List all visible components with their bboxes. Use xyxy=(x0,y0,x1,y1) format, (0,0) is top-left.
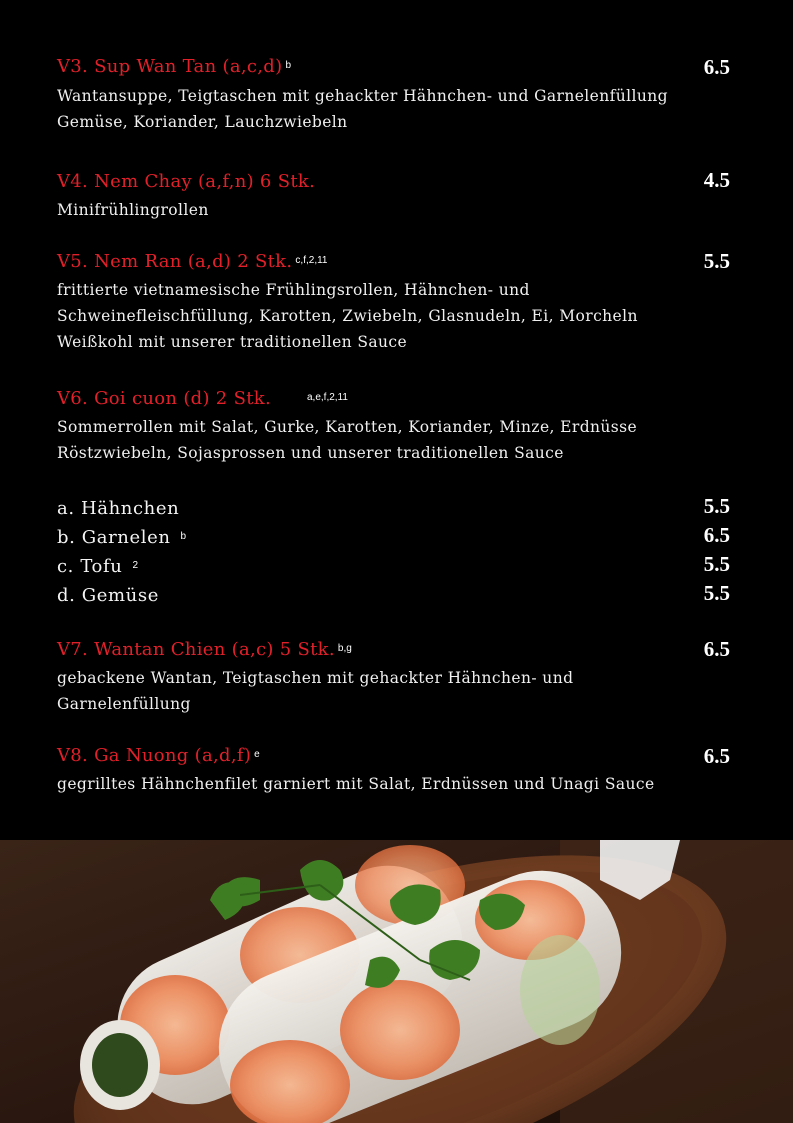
menu-item-v6-description: Sommerrollen mit Salat, Gurke, Karotten, Koriander, Minze, Erdnüsse Röstzwiebeln, Sojasprossen und unserer traditionellen Sauce xyxy=(57,418,638,462)
allergen-note: b xyxy=(180,531,187,542)
menu-item-v4-title: V4. Nem Chay (a,f,n) 6 Stk. xyxy=(57,171,316,192)
menu-item-v5-price: 5.5 xyxy=(703,249,730,273)
allergen-note: 2 xyxy=(132,560,138,571)
menu-option-haehnchen-price: 5.5 xyxy=(703,494,730,518)
menu-item-v5-title: V5. Nem Ran (a,d) 2 Stk. $^{c,f,2,11}$ xyxy=(57,251,328,272)
allergen-note: b,g xyxy=(337,643,352,654)
menu-item-v7-title: V7. Wantan Chien (a,c) 5 Stk. $^{b,g}$ xyxy=(57,639,352,660)
menu-option-tofu-price: 5.5 xyxy=(703,552,730,576)
menu-item-v3-price: 6.5 xyxy=(703,55,730,79)
menu-item-v4-price: 4.5 xyxy=(703,168,730,192)
menu-item-v7-price: 6.5 xyxy=(703,637,730,661)
menu-item-v3-title: V3. Sup Wan Tan (a,c,d) $^b$ xyxy=(57,56,291,77)
summer-rolls-photo xyxy=(0,840,793,1123)
menu-item-v8-price: 6.5 xyxy=(703,744,730,768)
menu-item-v6-title: V6. Goi cuon (d) 2 Stk. $^{a,e,f,2,11}$ xyxy=(57,388,348,409)
menu-option-tofu: c. Tofu $^2$ xyxy=(57,556,138,577)
menu-item-v7-description: gebackene Wantan, Teigtaschen mit gehackter Hähnchen- und Garnelenfüllung xyxy=(57,669,574,713)
menu-item-v3-description: Wantansuppe, Teigtaschen mit gehackter Hähnchen- und Garnelenfüllung Gemüse, Koriander, Lauchzwiebeln xyxy=(57,87,668,131)
menu-option-garnelen-price: 6.5 xyxy=(703,523,730,547)
menu-item-v8-title: V8. Ga Nuong (a,d,f) $^e$ xyxy=(57,745,260,766)
allergen-note: c,f,2,11 xyxy=(295,255,328,266)
menu-option-haehnchen: a. Hähnchen xyxy=(57,498,180,519)
menu-item-v5-description: frittierte vietnamesische Frühlingsrollen, Hähnchen- und Schweinefleischfüllung, Karotten, Zwiebeln, Glasnudeln, Ei, Morcheln Weißkohl mit unserer traditionellen Sauce xyxy=(57,281,638,351)
allergen-note: b xyxy=(285,60,291,71)
menu-item-v4-description: Minifrühlingrollen xyxy=(57,201,209,219)
allergen-note: a,e,f,2,11 xyxy=(306,392,348,403)
menu-option-gemuese: d. Gemüse xyxy=(57,585,159,606)
menu-option-gemuese-price: 5.5 xyxy=(703,581,730,605)
menu-item-v8-description: gegrilltes Hähnchenfilet garniert mit Salat, Erdnüssen und Unagi Sauce xyxy=(57,775,655,793)
menu-option-garnelen: b. Garnelen $^b$ xyxy=(57,527,187,548)
allergen-note: e xyxy=(254,749,260,760)
